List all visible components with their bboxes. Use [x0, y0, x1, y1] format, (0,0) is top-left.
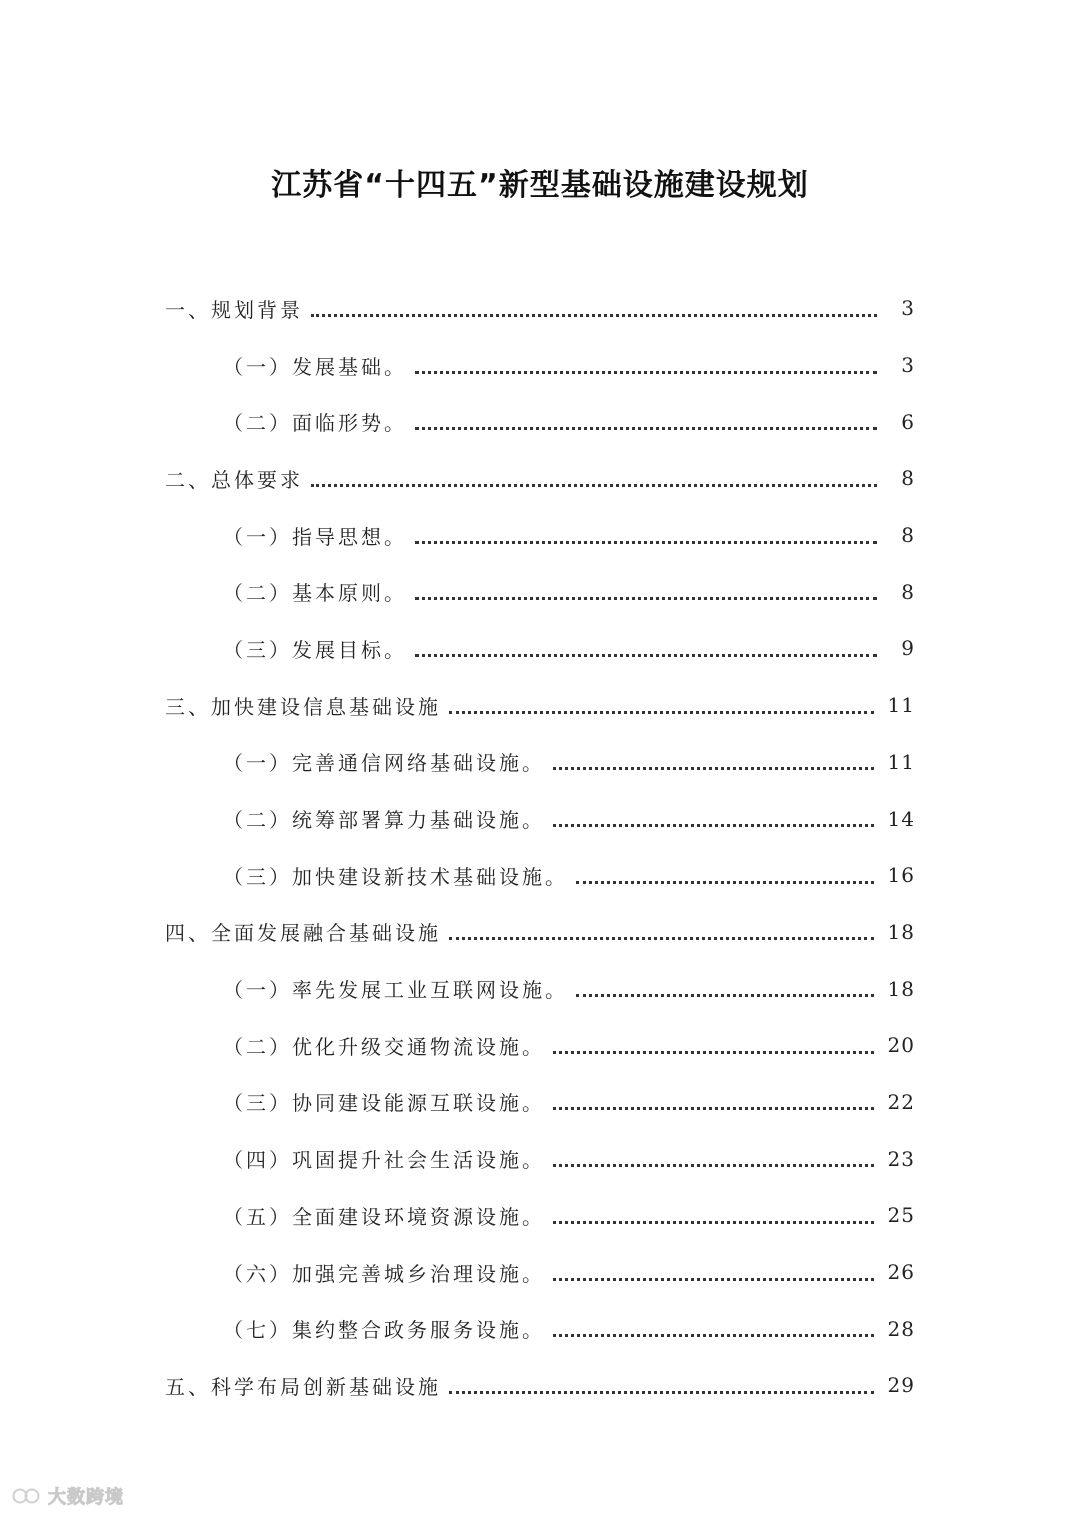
toc-entry-label: （四）巩固提升社会生活设施。	[223, 1148, 545, 1173]
toc-leader-dots	[449, 1391, 874, 1394]
toc-entry	[165, 1130, 915, 1187]
toc-entry	[165, 507, 915, 564]
toc-entry-page-number: 8	[901, 523, 915, 548]
toc-leader-dots	[576, 881, 874, 884]
toc-entry	[165, 960, 915, 1017]
toc-entry-label: （二）统筹部署算力基础设施。	[223, 808, 545, 833]
toc-entry	[165, 563, 915, 620]
toc-entry-label: 四、全面发展融合基础设施	[165, 921, 441, 946]
toc-entry-page-number: 3	[901, 353, 915, 378]
toc-entry-page-number: 16	[887, 863, 915, 888]
toc-leader-dots	[415, 597, 877, 600]
toc-entry-label: （七）集约整合政务服务设施。	[223, 1318, 545, 1343]
watermark	[12, 1483, 124, 1509]
toc-entry	[165, 393, 915, 450]
toc-entry	[165, 734, 915, 791]
toc-entry-page-number: 29	[887, 1373, 915, 1398]
toc-entry-label: （一）率先发展工业互联网设施。	[223, 978, 568, 1003]
toc-entry-label: （二）优化升级交通物流设施。	[223, 1034, 545, 1059]
toc-entry-page-number: 18	[887, 976, 915, 1001]
document-title: 江苏省“十四五”新型基础设施建设规划	[271, 168, 809, 203]
toc-entry-page-number: 8	[901, 579, 915, 604]
watermark-text: 大数跨境	[48, 1487, 124, 1508]
toc-leader-dots	[553, 1221, 874, 1224]
toc-entry-page-number: 8	[901, 466, 915, 491]
toc-entry-label: 三、加快建设信息基础设施	[165, 694, 441, 719]
toc-leader-dots	[449, 937, 874, 940]
toc-leader-dots	[553, 1278, 874, 1281]
toc-entry-label: 五、科学布局创新基础设施	[165, 1374, 441, 1399]
toc-leader-dots	[553, 1164, 874, 1167]
toc-entry-label: 二、总体要求	[165, 467, 303, 492]
toc-entry-page-number: 20	[887, 1033, 915, 1058]
toc-entry-page-number: 25	[887, 1203, 915, 1228]
toc-entry-page-number: 26	[887, 1260, 915, 1285]
toc-entry-page-number: 11	[887, 693, 915, 718]
toc-entry-label: （一）完善通信网络基础设施。	[223, 751, 545, 776]
toc-leader-dots	[553, 767, 874, 770]
toc-entry-page-number: 14	[887, 806, 915, 831]
toc-entry	[165, 280, 915, 337]
toc-entry	[165, 1300, 915, 1357]
toc-entry	[165, 1017, 915, 1074]
toc-entry-label: （二）面临形势。	[223, 411, 407, 436]
table-of-contents	[165, 280, 915, 1414]
toc-entry	[165, 337, 915, 394]
toc-leader-dots	[553, 824, 874, 827]
toc-entry-page-number: 11	[887, 749, 915, 774]
toc-entry-page-number: 22	[887, 1089, 915, 1114]
toc-entry	[165, 620, 915, 677]
toc-leader-dots	[311, 484, 877, 487]
toc-leader-dots	[415, 371, 877, 374]
toc-entry-label: （一）指导思想。	[223, 524, 407, 549]
toc-entry	[165, 1074, 915, 1131]
toc-entry	[165, 1187, 915, 1244]
toc-leader-dots	[553, 1334, 874, 1337]
toc-entry-label: （五）全面建设环境资源设施。	[223, 1204, 545, 1229]
toc-entry	[165, 677, 915, 734]
toc-entry-page-number: 28	[887, 1316, 915, 1341]
toc-entry	[165, 1244, 915, 1301]
toc-leader-dots	[449, 711, 874, 714]
toc-entry-page-number: 3	[901, 296, 915, 321]
toc-entry-page-number: 9	[901, 636, 915, 661]
toc-leader-dots	[553, 1051, 874, 1054]
toc-entry	[165, 450, 915, 507]
toc-entry	[165, 904, 915, 961]
toc-entry-page-number: 23	[887, 1146, 915, 1171]
toc-entry-label: （三）协同建设能源互联设施。	[223, 1091, 545, 1116]
toc-leader-dots	[415, 541, 877, 544]
brand-logo-icon	[12, 1486, 42, 1506]
toc-leader-dots	[415, 427, 877, 430]
toc-entry-label: （三）加快建设新技术基础设施。	[223, 864, 568, 889]
toc-entry-label: （三）发展目标。	[223, 637, 407, 662]
toc-entry	[165, 790, 915, 847]
toc-entry-page-number: 18	[887, 919, 915, 944]
toc-entry-label: 一、规划背景	[165, 297, 303, 322]
toc-leader-dots	[576, 994, 874, 997]
toc-entry	[165, 847, 915, 904]
toc-leader-dots	[311, 314, 877, 317]
toc-entry-label: （一）发展基础。	[223, 354, 407, 379]
toc-leader-dots	[553, 1107, 874, 1110]
toc-entry-label: （二）基本原则。	[223, 581, 407, 606]
toc-entry	[165, 1357, 915, 1414]
toc-leader-dots	[415, 654, 877, 657]
toc-entry-label: （六）加强完善城乡治理设施。	[223, 1261, 545, 1286]
toc-entry-page-number: 6	[901, 409, 915, 434]
